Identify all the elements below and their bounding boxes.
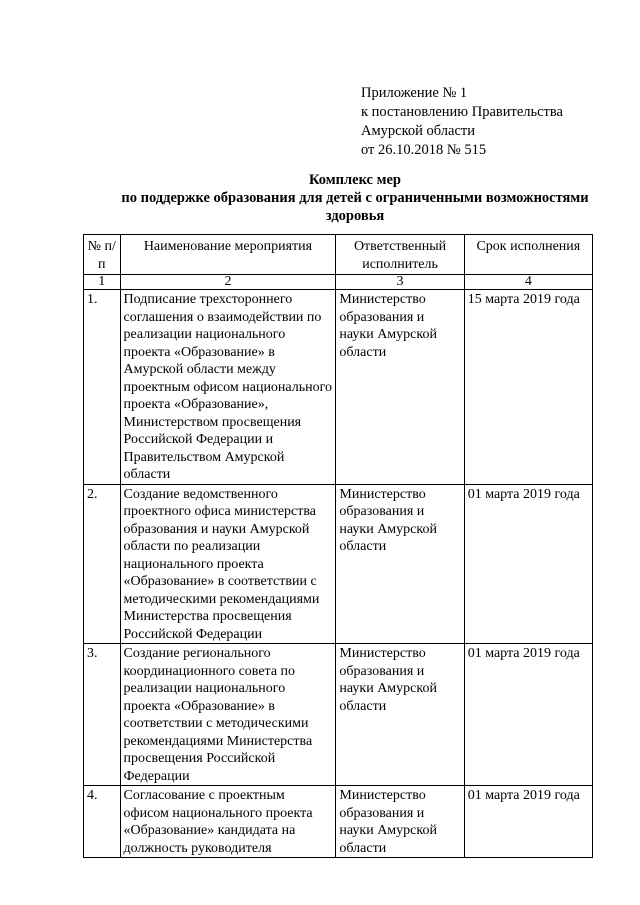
table-row: [84, 644, 593, 786]
column-number: 4: [464, 275, 592, 290]
title-line-2: по поддержке образования для детей с ограниченными возможностями: [121, 190, 589, 206]
row-name: Подписание трехстороннего соглашения о взаимодействии по реализации национального проекта «Образование» в Амурской области между проектным офисом национального проекта «Образование», Министерством просвещения Российской Федерации и Правительством Амурской области: [120, 290, 336, 485]
table-row: [84, 786, 593, 858]
appendix-line-1: Приложение № 1: [361, 85, 468, 101]
row-deadline: 15 марта 2019 года: [464, 290, 592, 485]
appendix-line-3: Амурской области: [361, 123, 475, 139]
row-num: 4.: [84, 786, 121, 858]
header-executor: Ответственный исполнитель: [336, 235, 464, 275]
header-name: Наименование мероприятия: [120, 235, 336, 275]
table-row: [84, 290, 593, 485]
column-number: 3: [336, 275, 464, 290]
row-executor: Министерство образования и науки Амурской области: [336, 484, 464, 644]
row-name: Создание ведомственного проектного офиса министерства образования и науки Амурской области по реализации национального проекта «Образование» в соответствии с методическими рекомендациями Министерства просвещения Российской Федерации: [120, 484, 336, 644]
measures-table: [83, 234, 593, 858]
table-header-row: [84, 235, 593, 275]
appendix-line-4: от 26.10.2018 № 515: [361, 142, 487, 158]
header-num: № п/п: [84, 235, 121, 275]
title-line-1: Комплекс мер: [309, 172, 401, 188]
row-deadline: 01 марта 2019 года: [464, 786, 592, 858]
row-name: Согласование с проектным офисом национального проекта «Образование» кандидата на должность руководителя: [120, 786, 336, 858]
column-number: 1: [84, 275, 121, 290]
row-executor: Министерство образования и науки Амурской области: [336, 290, 464, 485]
row-name: Создание регионального координационного совета по реализации национального проекта «Образование» в соответствии с методическими рекомендациями Министерства просвещения Российской Федерации: [120, 644, 336, 786]
table-row: [84, 484, 593, 644]
row-executor: Министерство образования и науки Амурской области: [336, 644, 464, 786]
document-title: [60, 171, 640, 225]
appendix-block: [361, 84, 563, 160]
appendix-line-2: к постановлению Правительства: [361, 104, 563, 120]
column-number: 2: [120, 275, 336, 290]
row-num: 3.: [84, 644, 121, 786]
title-line-3: здоровья: [325, 208, 385, 224]
row-executor: Министерство образования и науки Амурской области: [336, 786, 464, 858]
row-num: 2.: [84, 484, 121, 644]
row-deadline: 01 марта 2019 года: [464, 484, 592, 644]
row-deadline: 01 марта 2019 года: [464, 644, 592, 786]
row-num: 1.: [84, 290, 121, 485]
header-deadline: Срок исполнения: [464, 235, 592, 275]
table-column-number-row: [84, 275, 593, 290]
